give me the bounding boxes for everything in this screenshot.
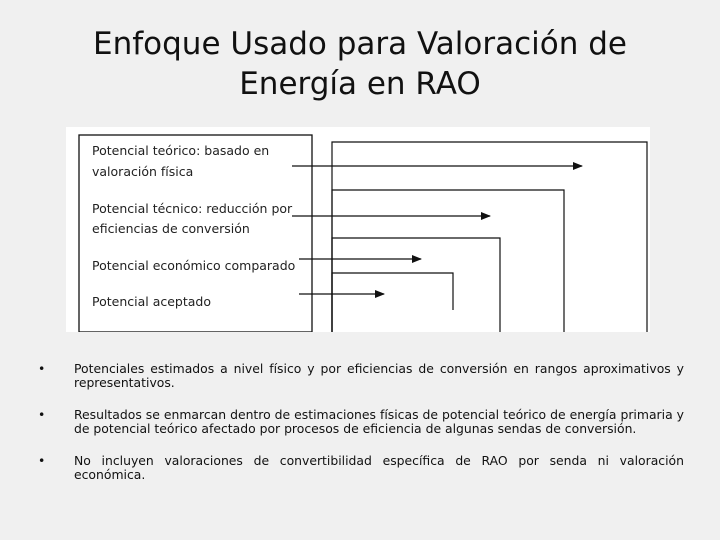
level-bracket-accepted — [332, 273, 453, 332]
label-technical-line-2: eficiencias de conversión — [92, 221, 250, 236]
slide-title-line-1: Enfoque Usado para Valoración de — [93, 26, 627, 62]
bullet-text: Potenciales estimados a nivel físico y por eficiencias de conversión en rangos aproximativos y representativos. — [74, 361, 684, 390]
bullet-item — [38, 362, 684, 390]
level-bracket-theoretical — [332, 142, 647, 332]
slide-title — [0, 24, 720, 104]
label-theoretical-line-1: Potencial teórico: basado en — [92, 143, 270, 158]
bullet-symbol: • — [38, 407, 46, 422]
bullet-symbol: • — [38, 453, 46, 468]
label-technical-line-1: Potencial técnico: reducción por — [92, 201, 293, 216]
bullet-symbol: • — [38, 361, 46, 376]
bullet-item — [38, 454, 684, 482]
level-bracket-economic — [332, 238, 500, 332]
bullet-item — [38, 408, 684, 436]
bullet-list — [38, 362, 684, 500]
bullet-text: No incluyen valoraciones de convertibilidad específica de RAO por senda ni valoración económica. — [74, 453, 684, 482]
label-economic: Potencial económico comparado — [92, 258, 296, 273]
label-theoretical-line-2: valoración física — [92, 164, 194, 179]
bullet-text: Resultados se enmarcan dentro de estimaciones físicas de potencial teórico de energía primaria y de potencial teórico afectado por procesos de eficiencia de algunas sendas de conversión. — [74, 407, 684, 436]
label-accepted: Potencial aceptado — [92, 294, 212, 309]
diagram-canvas — [66, 127, 650, 332]
slide-title-line-2: Energía en RAO — [239, 66, 481, 102]
potential-levels-diagram — [66, 127, 650, 332]
level-bracket-technical — [332, 190, 564, 332]
